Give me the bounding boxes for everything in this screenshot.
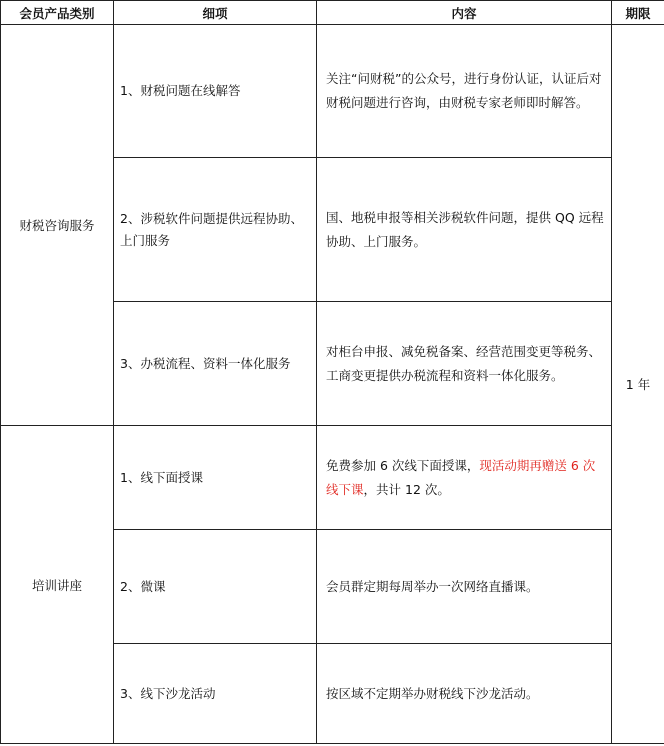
header-content: 内容 (317, 1, 612, 25)
content-cell: 对柜台申报、减免税备案、经营范围变更等税务、工商变更提供办税流程和资料一体化服务。 (317, 302, 612, 426)
content-cell: 关注“问财税”的公众号，进行身份认证，认证后对财税问题进行咨询，由财税专家老师即时解答。 (317, 25, 612, 158)
header-period: 期限 (612, 1, 664, 25)
content-text: ，共计 12 次。 (363, 481, 450, 497)
header-category: 会员产品类别 (1, 1, 114, 25)
detail-cell: 2、微课 (114, 530, 317, 644)
header-row (1, 1, 664, 25)
content-text: 免费参加 6 次线下面授课， (326, 457, 480, 473)
category-tax-consulting: 财税咨询服务 (1, 25, 114, 426)
category-training: 培训讲座 (1, 426, 114, 744)
content-cell (317, 426, 612, 530)
period-cell: 1 年 (612, 25, 664, 744)
content-highlight: 现活动期再赠送 6 次线下课 (326, 457, 596, 497)
detail-cell: 3、线下沙龙活动 (114, 644, 317, 744)
table-row (1, 426, 664, 530)
header-detail: 细项 (114, 1, 317, 25)
content-cell: 会员群定期每周举办一次网络直播课。 (317, 530, 612, 644)
content-cell: 按区域不定期举办财税线下沙龙活动。 (317, 644, 612, 744)
detail-cell: 3、办税流程、资料一体化服务 (114, 302, 317, 426)
detail-cell: 1、财税问题在线解答 (114, 25, 317, 158)
table-row (1, 25, 664, 158)
detail-cell: 2、涉税软件问题提供远程协助、上门服务 (114, 158, 317, 302)
detail-cell: 1、线下面授课 (114, 426, 317, 530)
content-cell: 国、地税申报等相关涉税软件问题，提供 QQ 远程协助、上门服务。 (317, 158, 612, 302)
